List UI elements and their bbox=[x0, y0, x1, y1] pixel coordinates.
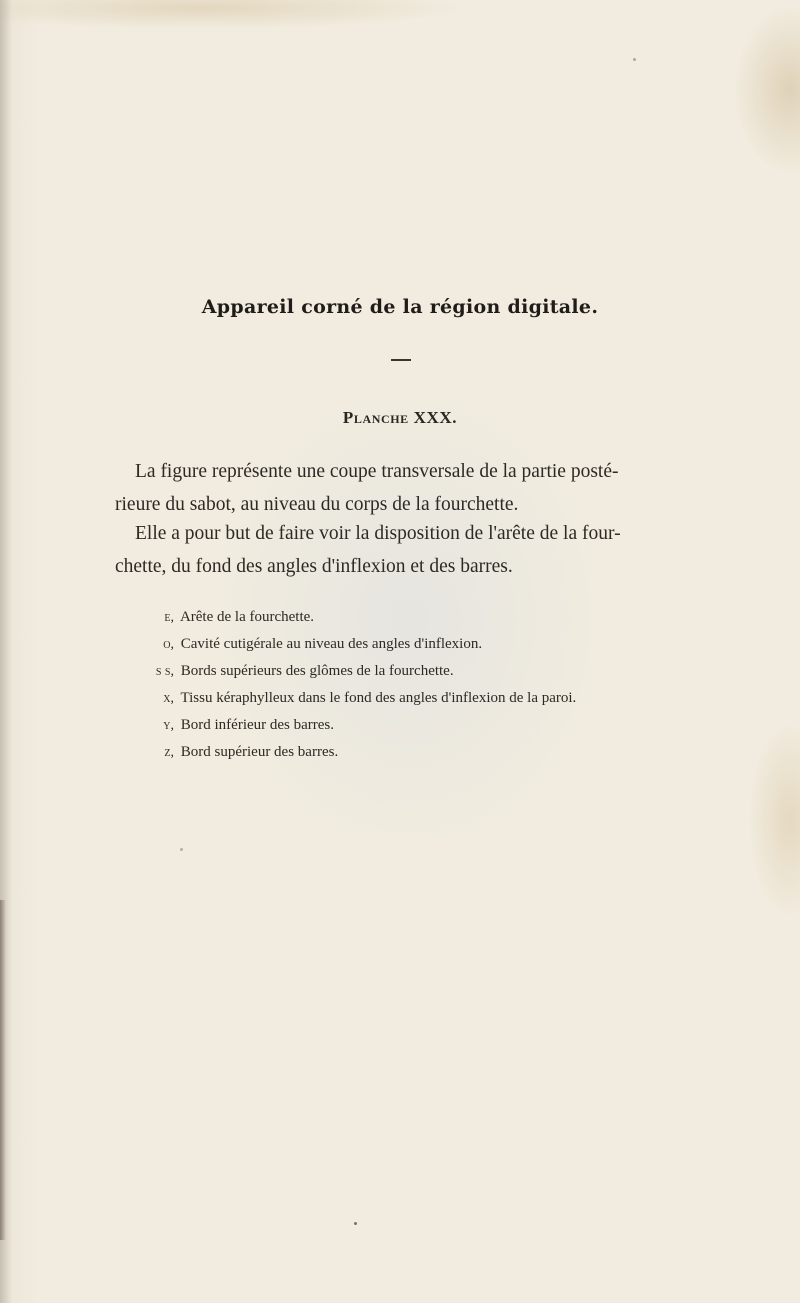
page-title: Appareil corné de la région digitale. bbox=[201, 296, 599, 318]
paragraph-line: rieure du sabot, au niveau du corps de la fourchette. bbox=[115, 494, 519, 515]
paper-speck bbox=[180, 848, 183, 851]
legend-text: Arête de la fourchette. bbox=[179, 609, 315, 625]
paragraph-description bbox=[115, 455, 690, 521]
legend-text: Bords supérieurs des glômes de la fourchette. bbox=[180, 663, 454, 679]
legend-key: z, bbox=[164, 745, 174, 760]
legend-item bbox=[140, 739, 576, 766]
legend-text: Bord supérieur des barres. bbox=[180, 744, 339, 760]
title-separator bbox=[391, 359, 411, 361]
legend-item bbox=[140, 631, 576, 658]
legend-key: s s, bbox=[155, 664, 174, 679]
legend-item bbox=[140, 685, 576, 712]
paragraph-line: La figure représente une coupe transversale de la partie posté- bbox=[135, 461, 619, 482]
legend-item bbox=[140, 604, 576, 631]
legend-text: Bord inférieur des barres. bbox=[180, 717, 335, 733]
legend-item bbox=[140, 712, 576, 739]
legend-item bbox=[140, 658, 576, 685]
legend-text: Cavité cutigérale au niveau des angles d'inflexion. bbox=[180, 636, 483, 652]
paragraph-purpose bbox=[115, 517, 690, 583]
legend-key: o, bbox=[163, 637, 174, 652]
legend-key: y, bbox=[163, 718, 174, 733]
paragraph-line: Elle a pour but de faire voir la disposition de l'arête de la four- bbox=[135, 523, 621, 544]
legend-key: x, bbox=[163, 691, 174, 706]
paper-speck bbox=[354, 1222, 357, 1225]
figure-legend bbox=[140, 604, 576, 766]
legend-key: e, bbox=[164, 610, 174, 625]
plate-heading: Planche XXX. bbox=[342, 408, 458, 427]
paper-speck bbox=[633, 58, 636, 61]
legend-text: Tissu kéraphylleux dans le fond des angles d'inflexion de la paroi. bbox=[180, 690, 577, 706]
paragraph-line: chette, du fond des angles d'inflexion et des barres. bbox=[115, 556, 513, 577]
